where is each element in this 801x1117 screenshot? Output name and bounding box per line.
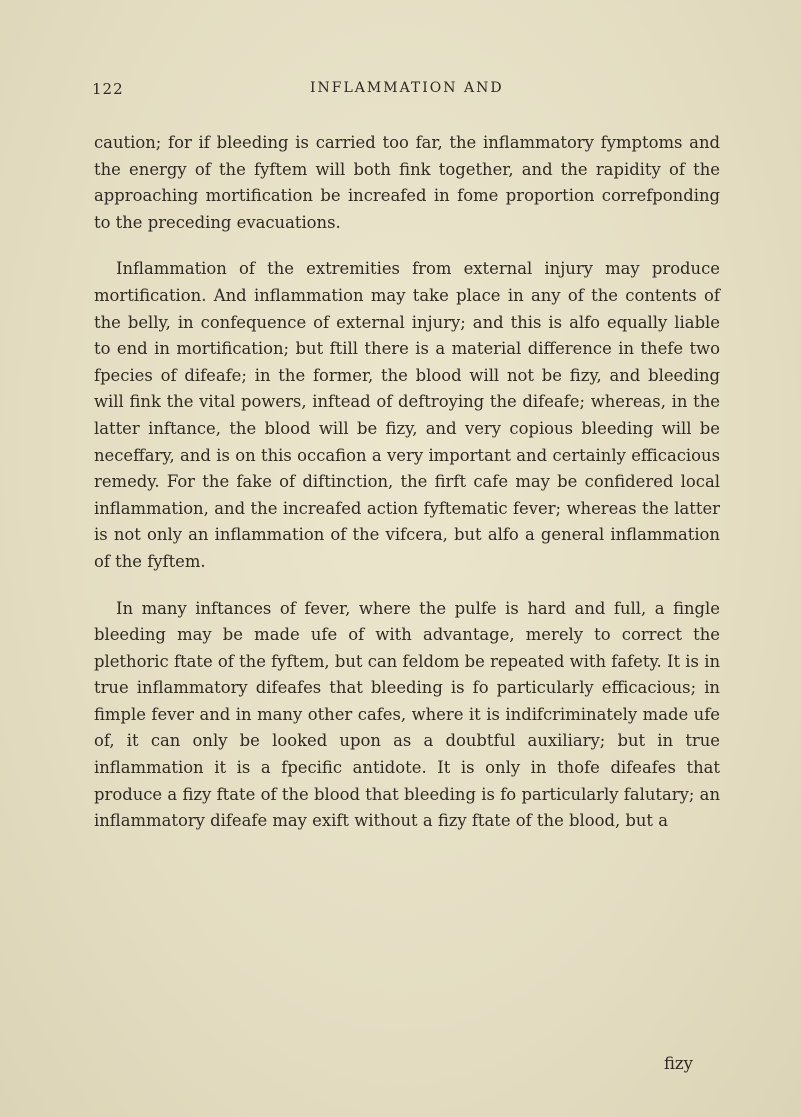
body-text <box>94 130 720 855</box>
paragraph-2: Inflammation of the extremities from external injury may produce mortification. And inflammation may take place in any of the contents of the belly, in confequence of external injury; and this is alfo equally liable to end in mortification; but ftill there is a material difference in thefe two fpecies of difeafe; in the former, the blood will not be fizy, and bleeding will fink the vital powers, inftead of deftroying the difeafe; whereas, in the latter inftance, the blood will be fizy, and very copious bleeding will be neceffary, and is on this occafion a very important and certainly efficacious remedy. For the fake of diftinction, the firft cafe may be confidered local inflammation, and the increafed action fyftematic fever; whereas the latter is not only an inflammation of the vifcera, but alfo a general inflammation of the fyftem. <box>94 259 720 571</box>
page-header <box>92 80 712 104</box>
running-head: INFLAMMATION AND <box>310 80 504 96</box>
catchword: fizy <box>664 1054 693 1073</box>
page-number: 122 <box>92 80 124 98</box>
paragraph-3: In many inftances of fever, where the pulfe is hard and full, a fingle bleeding may be made ufe of with advantage, merely to correct the plethoric ftate of the fyftem, but can feldom be repeated with fafety. It is in true inflammatory difeafes that bleeding is fo particularly efficacious; in fimple fever and in many other cafes, where it is indifcriminately made ufe of, it can only be looked upon as a doubtful auxiliary; but in true inflammation it is a fpecific antidote. It is only in thofe difeafes that produce a fizy ftate of the blood that bleeding is fo particularly falutary; an inflammatory difeafe may exift without a fizy ftate of the blood, but a <box>94 598 720 831</box>
paragraph-1: caution; for if bleeding is carried too far, the inflammatory fymptoms and the energy of the fyftem will both fink together, and the rapidity of the approaching mortification be increafed in fome proportion correfponding to the preceding evacuations. <box>94 133 720 232</box>
